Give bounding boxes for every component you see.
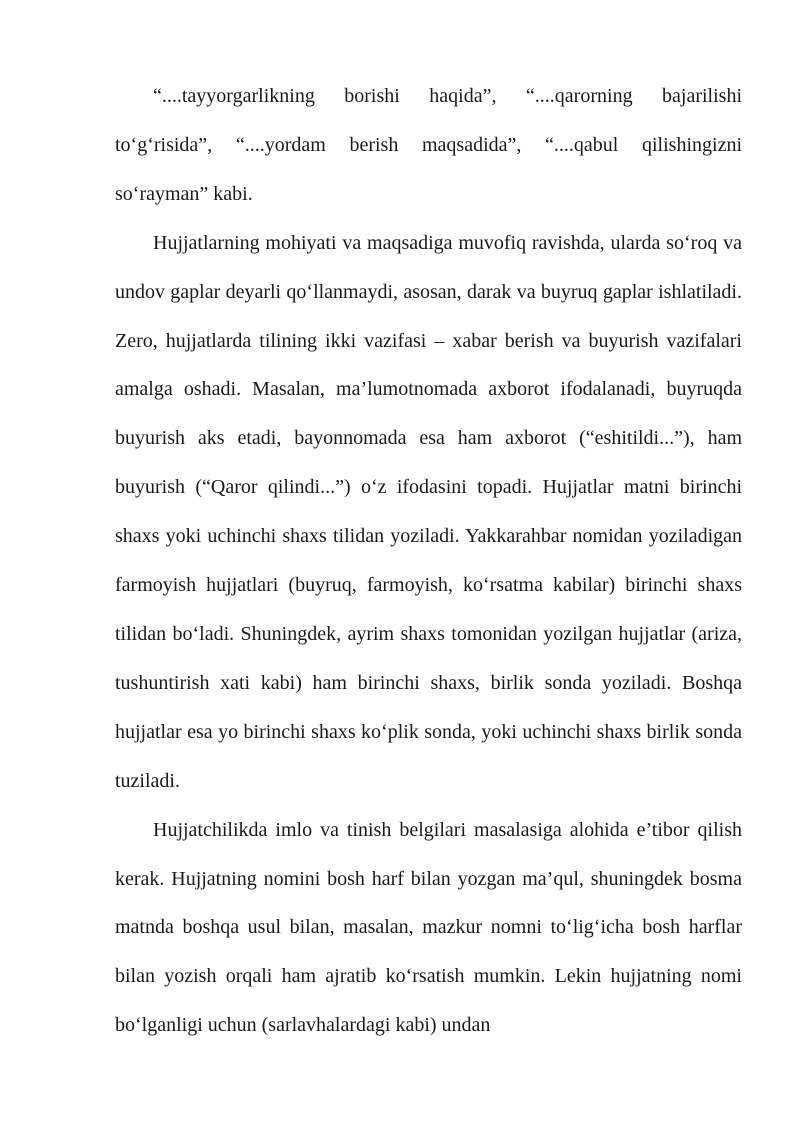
paragraph-3: Hujjatchilikda imlo va tinish belgilari masalasiga alohida e’tibor qilish kerak. Hujjatning nomini bosh harf bilan yozgan ma’qul, shuningdek bosma matnda boshqa usul bilan, masalan, mazkur nomni to‘lig‘icha bosh harflar bilan yozish orqali ham ajratib ko‘rsatish mumkin. Lekin hujjatning nomi bo‘lganligi uchun (sarlavhalardagi kabi) undan [115, 818, 742, 1037]
paragraph-1: “....tayyorgarlikning borishi haqida”, “....qarorning bajarilishi to‘g‘risida”, “....yordam berish maqsadida”, “....qabul qilishingizni so‘rayman” kabi. [115, 85, 742, 205]
paragraph-2: Hujjatlarning mohiyati va maqsadiga muvofiq ravishda, ularda so‘roq va undov gaplar deyarli qo‘llanmaydi, asosan, darak va buyruq gaplar ishlatiladi. Zero, hujjatlarda tilining ikki vazifasi – xabar berish va buyurish vazifalari amalga oshadi. Masalan, ma’lumotnomada axborot ifodalanadi, buyruqda buyurish aks etadi, bayonnomada esa ham axborot (“eshitildi...”), ham buyurish (“Qaror qilindi...”) o‘z ifodasini topadi. Hujjatlar matni birinchi shaxs yoki uchinchi shaxs tilidan yoziladi. Yakkarahbar nomidan yoziladigan farmoyish hujjatlari (buyruq, farmoyish, ko‘rsatma kabilar) birinchi shaxs tilidan bo‘ladi. Shuningdek, ayrim shaxs tomonidan yozilgan hujjatlar (ariza, tushuntirish xati kabi) ham birinchi shaxs, birlik sonda yoziladi. Boshqa hujjatlar esa yo birinchi shaxs ko‘plik sonda, yoki uchinchi shaxs birlik sonda tuziladi. [115, 231, 742, 792]
body-text [115, 72, 742, 1050]
